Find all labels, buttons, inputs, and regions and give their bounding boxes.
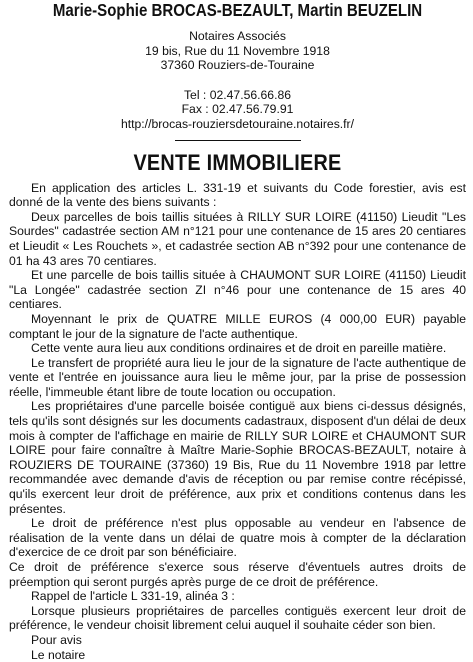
office-address	[9, 29, 466, 73]
postal-city: 37360 Rouziers-de-Touraine	[160, 58, 315, 73]
paragraph-chaumont-parcel: Et une parcelle de bois taillis située à CHAUMONT SUR LOIRE (41150) Lieudit "La Longée" cadastrée section ZI n°46 pour une contenance de 15 ares 40 centiares.	[9, 268, 466, 312]
paragraph-multiple-owners: Lorsque plusieurs propriétaires de parcelles contiguës exercent leur droit de préférence, le vendeur choisit librement celui auquel il souhaite céder son bien.	[9, 603, 466, 633]
paragraph-right-expiry: Le droit de préférence n'est plus opposable au vendeur en l'absence de réalisation de la vente dans un délai de quatre mois à compter de la déclaration d'exercice de ce droit par son bénéficiaire.	[9, 516, 466, 560]
header-divider	[175, 140, 301, 141]
paragraph-rilly-parcels: Deux parcelles de bois taillis situées à RILLY SUR LOIRE (41150) Lieudit "Les Sourdes" cadastrée section AM n°121 pour une contenance de 15 ares 20 centiares et Lieudit « Les Rouchets », et cadastrée section AB n°392 pour une contenance de 01 ha 43 ares 70 centiares.	[9, 209, 466, 268]
office-type: Notaires Associés	[189, 29, 286, 43]
phone-number: Tel : 02.47.56.66.86	[183, 87, 292, 102]
fax-number: Fax : 02.47.56.79.91	[181, 102, 294, 117]
website-url: http://brocas-rouziersdetouraine.notaires.fr/	[120, 116, 355, 131]
closing-signature: Le notaire	[31, 647, 86, 662]
notice-title: VENTE IMMOBILIERE	[133, 149, 342, 175]
notice-body	[9, 181, 466, 662]
paragraph-article-reminder: Rappel de l'article L 331-19, alinéa 3 :	[31, 589, 235, 604]
notaries-names: Marie-Sophie BROCAS-BEZAULT, Martin BEUZELIN	[52, 0, 423, 20]
paragraph-price: Moyennant le prix de QUATRE MILLE EUROS (4 000,00 EUR) payable comptant le jour de la signature de l'acte authentique.	[9, 311, 466, 341]
paragraph-conditions: Cette vente aura lieu aux conditions ordinaires et de droit en pareille matière.	[31, 341, 447, 356]
paragraph-transfer: Le transfert de propriété aura lieu le jour de la signature de l'acte authentique de vente et l'entrée en jouissance aura lieu le même jour, par la prise de possession réelle, l'immeuble étant libre de toute location ou occupation.	[9, 355, 466, 399]
street-address: 19 bis, Rue du 11 Novembre 1918	[145, 43, 330, 58]
closing-for-notice: Pour avis	[31, 632, 82, 647]
paragraph-neighbours-rights: Les propriétaires d'une parcelle boisée contiguë aux biens ci-dessus désignés, tels qu'ils sont désignés sur les documents cadastraux, disposent d'un délai de deux mois à compter de l'affichage en mairie de RILLY SUR LOIRE et CHAUMONT SUR LOIRE pour faire connaître à Maître Marie-Sophie BROCAS-BEZAULT, notaire à ROUZIERS DE TOURAINE (37360) 19 Bis, Rue du 11 Novembre 1918 par lettre recommandée avec demande d'avis de réception ou par remise contre récépissé, qu'ils exercent leur droit de préférence, aux prix et conditions contenus dans les présentes.	[9, 399, 466, 516]
paragraph-preemption: Ce droit de préférence s'exerce sous réserve d'éventuels autres droits de préemption qui seront purgés après purge de ce droit de préférence.	[9, 560, 466, 589]
contact-block	[9, 88, 466, 132]
paragraph-intro: En application des articles L. 331-19 et suivants du Code forestier, avis est donné de la vente des biens suivants :	[9, 180, 466, 210]
